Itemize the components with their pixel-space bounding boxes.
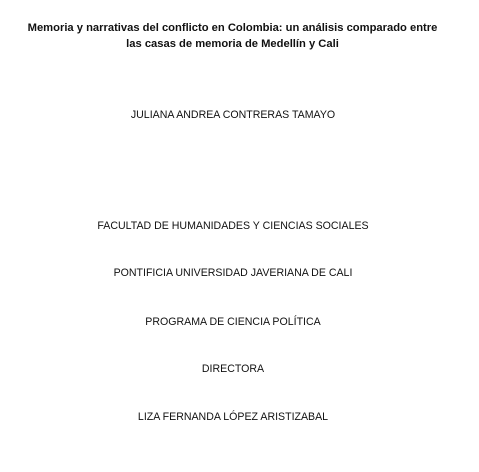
university-name: PONTIFICIA UNIVERSIDAD JAVERIANA DE CALI	[113, 267, 353, 279]
author-name: JULIANA ANDREA CONTRERAS TAMAYO	[130, 109, 336, 121]
director-name: LIZA FERNANDA LÓPEZ ARISTIZABAL	[137, 411, 329, 423]
program-name: PROGRAMA DE CIENCIA POLÍTICA	[145, 316, 321, 328]
thesis-title	[14, 20, 451, 52]
faculty-name: FACULTAD DE HUMANIDADES Y CIENCIAS SOCIALES	[97, 220, 369, 232]
director-label: DIRECTORA	[201, 363, 265, 375]
thesis-title-line-2: las casas de memoria de Medellín y Cali	[126, 38, 339, 50]
thesis-title-line-1: Memoria y narrativas del conflicto en Colombia: un análisis comparado entre	[27, 22, 438, 34]
